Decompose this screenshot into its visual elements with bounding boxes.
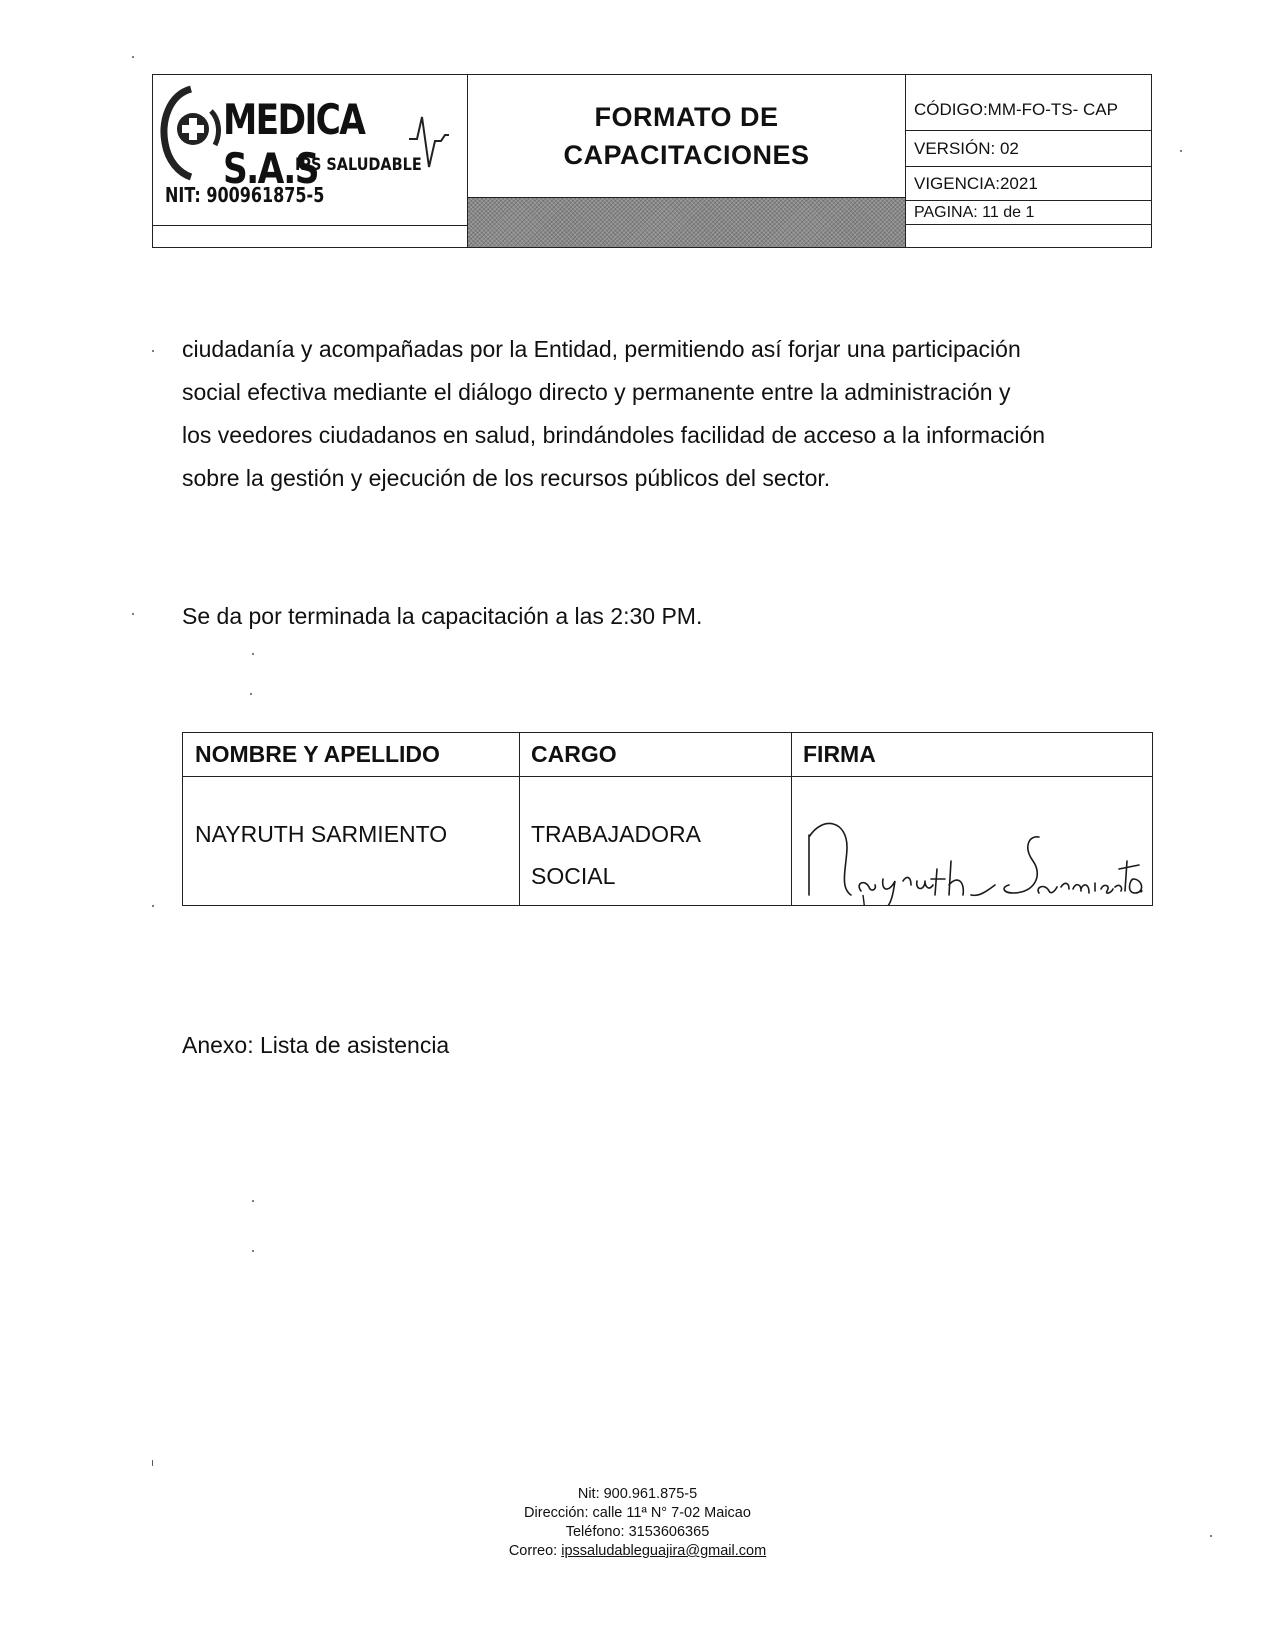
paragraph-line: ciudadanía y acompañadas por la Entidad, permitiendo así forjar una participación: [182, 336, 1021, 362]
signer-name: NAYRUTH SARMIENTO: [195, 821, 448, 847]
document-code: CÓDIGO:MM-FO-TS- CAP: [906, 75, 1152, 131]
footer-nit: Nit: 900.961.875-5: [577, 1486, 698, 1502]
document-header: [152, 74, 1152, 248]
footer-email-label: Correo:: [508, 1543, 562, 1559]
document-metadata: [905, 75, 1151, 247]
annex-note: Anexo: Lista de asistencia: [182, 1032, 450, 1058]
closing-statement: Se da por terminada la capacitación a las 2:30 PM.: [182, 603, 703, 629]
paragraph-line: sobre la gestión y ejecución de los recursos públicos del sector.: [182, 465, 831, 491]
paragraph-line: los veedores ciudadanos en salud, brindándoles facilidad de acceso a la información: [182, 422, 1046, 448]
handwritten-signature: [803, 795, 1143, 905]
header-divider: [183, 776, 1152, 777]
column-header-signature: FIRMA: [803, 741, 876, 767]
signer-role-line-2: SOCIAL: [531, 863, 616, 889]
document-version: VERSIÓN: 02: [906, 131, 1152, 167]
footer-phone: Teléfono: 3153606365: [565, 1524, 710, 1540]
body-paragraph: [182, 328, 1102, 500]
signature-table: [182, 732, 1153, 906]
footer-address: Dirección: calle 11ª N° 7-02 Maicao: [524, 1505, 751, 1521]
document-validity: VIGENCIA:2021: [906, 167, 1152, 201]
logo-cell: [153, 75, 468, 225]
document-title: [468, 75, 905, 197]
medical-cross-logo-icon: [159, 81, 229, 181]
document-page-number: PAGINA: 11 de 1: [906, 201, 1152, 225]
page-footer: [0, 1485, 1275, 1561]
footer-email-link[interactable]: ipssaludableguajira@gmail.com: [561, 1543, 767, 1559]
column-header-name: NOMBRE Y APELLIDO: [195, 741, 440, 767]
paragraph-line: social efectiva mediante el diálogo directo y permanente entre la administración y: [182, 379, 1011, 405]
logo-subtitle: IPS SALUDABLE: [295, 155, 422, 175]
footer-email-line: [0, 1542, 1275, 1561]
signer-role-line-1: TRABAJADORA: [531, 821, 701, 847]
title-line-2: CAPACITACIONES: [563, 140, 810, 170]
logo-nit: NIT: 900961875-5: [165, 183, 325, 207]
column-header-role: CARGO: [531, 741, 617, 767]
title-line-1: FORMATO DE: [594, 102, 779, 132]
shaded-cell: [468, 197, 905, 247]
logo-brand-name: MEDICA S.A.S: [223, 95, 365, 193]
logo-bottom-cell: [153, 225, 468, 247]
